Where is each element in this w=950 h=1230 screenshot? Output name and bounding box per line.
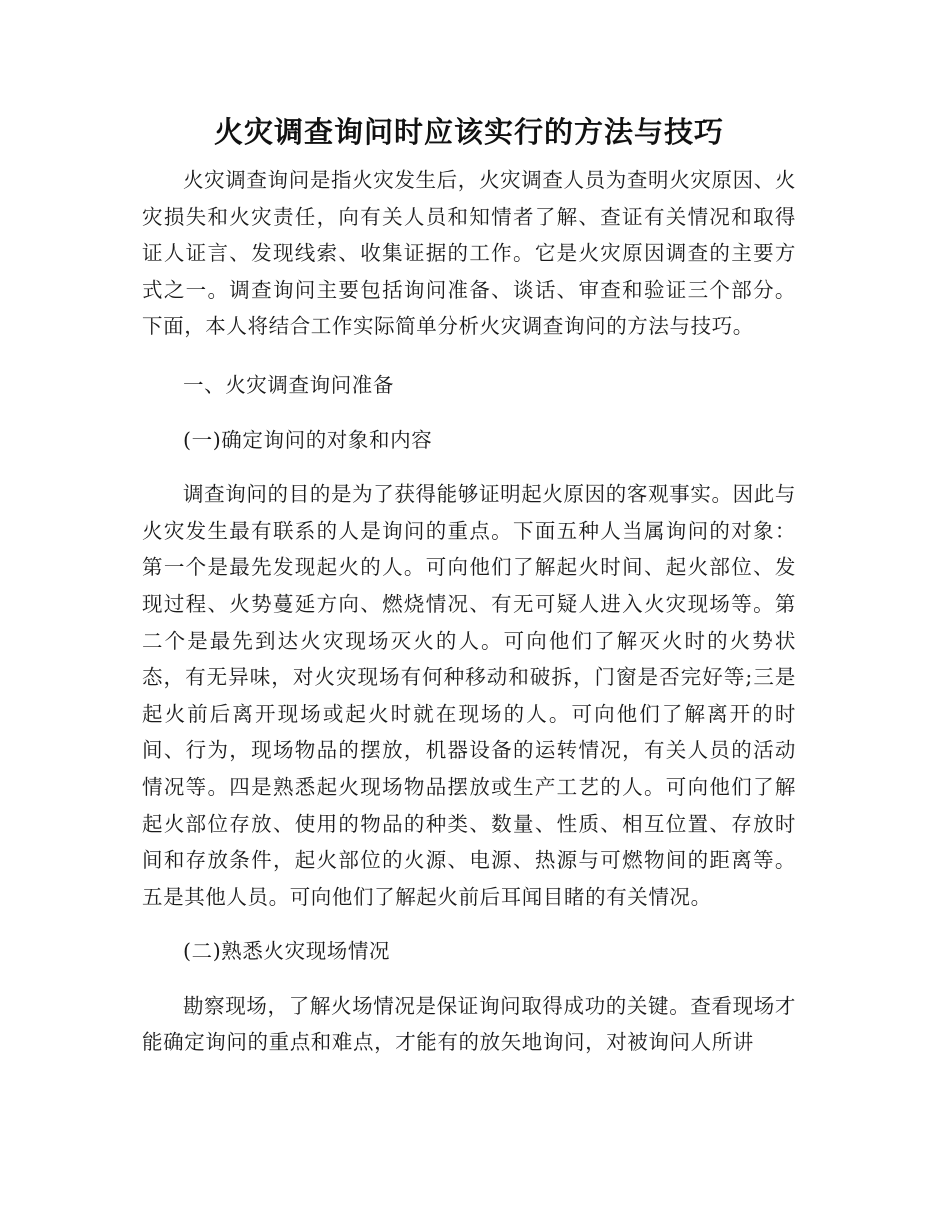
subsection-1-paragraph: 调查询问的目的是为了获得能够证明起火原因的客观事实。因此与火灾发生最有联系的人是询问的重点。下面五种人当属询问的对象：第一个是最先发现起火的人。可向他们了解起火时间、起火部位、发现过程、火势蔓延方向、燃烧情况、有无可疑人进入火灾现场等。第二个是最先到达火灾现场灭火的人。可向他们了解灭火时的火势状态，有无异味，对火灾现场有何种移动和破拆，门窗是否完好等;三是起火前后离开现场或起火时就在现场的人。可向他们了解离开的时间、行为，现场物品的摆放，机器设备的运转情况，有关人员的活动情况等。四是熟悉起火现场物品摆放或生产工艺的人。可向他们了解起火部位存放、使用的物品的种类、数量、性质、相互位置、存放时间和存放条件，起火部位的火源、电源、热源与可燃物间的距离等。五是其他人员。可向他们了解起火前后耳闻目睹的有关情况。 <box>142 482 796 909</box>
spacer <box>142 970 796 988</box>
document-title: 火灾调查询问时应该实行的方法与技巧 <box>213 115 724 149</box>
spacer <box>142 404 796 422</box>
subsection-heading-1: (一)确定询问的对象和内容 <box>183 427 433 452</box>
subsection-2-paragraph: 勘察现场，了解火场情况是保证询问取得成功的关键。查看现场才能确定询问的重点和难点，才能有的放矢地询问，对被询问人所讲 <box>142 993 796 1055</box>
subsection-heading-2: (二)熟悉火灾现场情况 <box>183 939 391 964</box>
spacer <box>142 458 796 476</box>
spacer <box>142 345 796 367</box>
document-page <box>142 112 796 1061</box>
spacer <box>142 915 796 933</box>
intro-paragraph: 火灾调查询问是指火灾发生后，火灾调查人员为查明火灾原因、火灾损失和火灾责任，向有关人员和知情者了解、查证有关情况和取得证人证言、发现线索、收集证据的工作。它是火灾原因调查的主要方式之一。调查询问主要包括询问准备、谈话、审查和验证三个部分。下面，本人将结合工作实际简单分析火灾调查询问的方法与技巧。 <box>142 168 796 339</box>
section-heading-1: 一、火灾调查询问准备 <box>183 372 394 397</box>
